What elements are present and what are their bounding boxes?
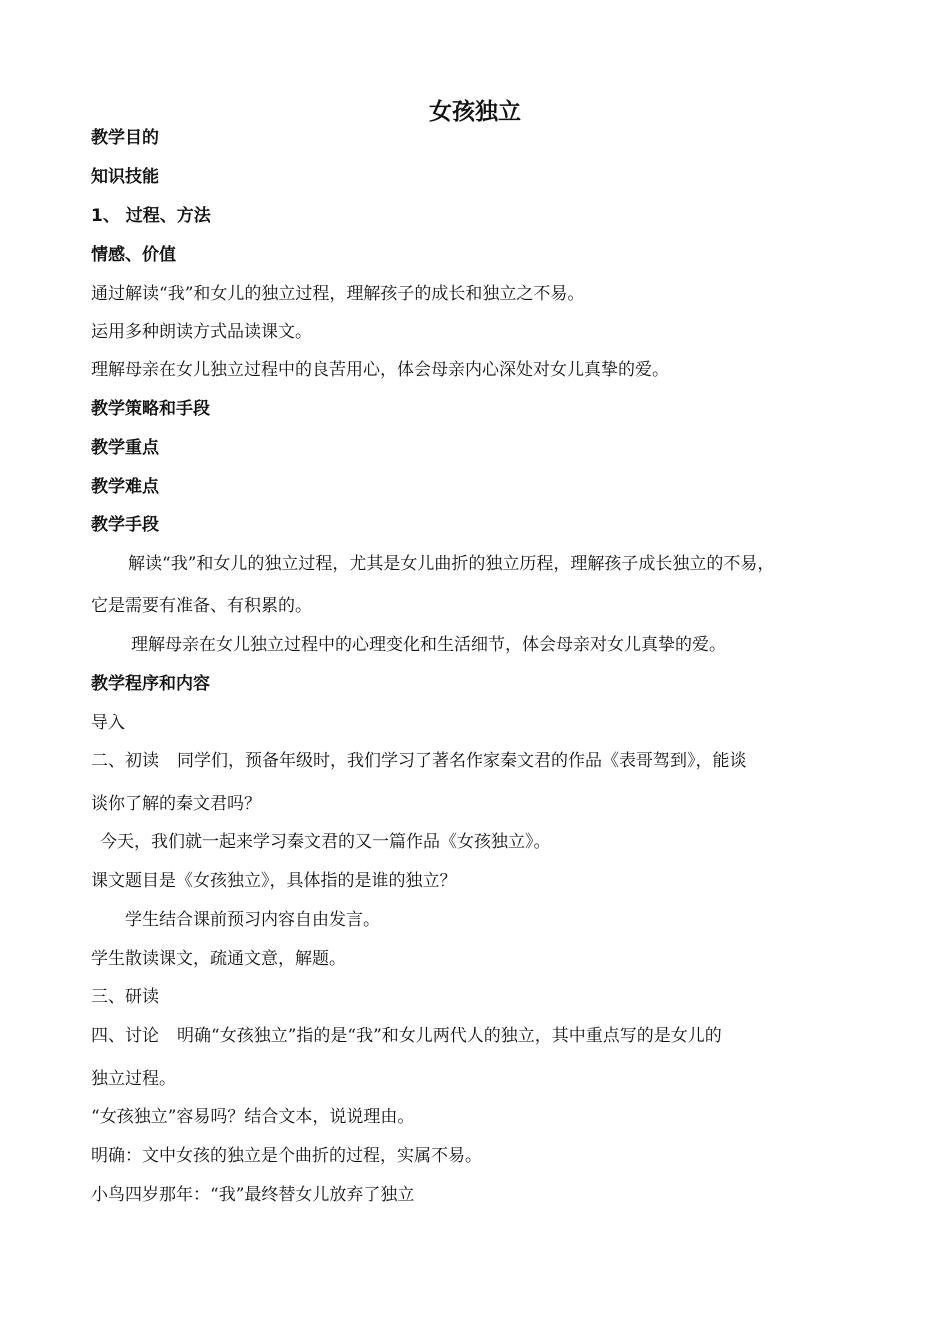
section-text: 明确“女孩独立”指的是“我”和女儿两代人的独立，其中重点写的是女儿的: [177, 1026, 722, 1046]
section-text: 同学们，预备年级时，我们学习了著名作家秦文君的作品《表哥驾到》，能谈: [177, 751, 747, 771]
heading-difficulties: 教学难点: [91, 477, 159, 497]
paragraph-line: [91, 749, 870, 773]
heading-teaching-goal: 教学目的: [91, 128, 159, 148]
document-title: 女孩独立: [429, 99, 521, 125]
paragraph-line: 学生散读课文，疏通文意，解题。: [91, 949, 346, 969]
heading-key-points: 教学重点: [91, 438, 159, 458]
paragraph-line: 它是需要有准备、有积累的。: [91, 596, 312, 616]
paragraph-line: 独立过程。: [91, 1069, 176, 1089]
paragraph-line: 小鸟四岁那年：“我”最终替女儿放弃了独立: [91, 1185, 415, 1205]
paragraph-line: 课文题目是《女孩独立》，具体指的是谁的独立？: [91, 871, 457, 891]
heading-process-method: 1、 过程、方法: [91, 206, 211, 226]
paragraph-line: 运用多种朗读方式品读课文。: [91, 322, 312, 342]
paragraph-line: [91, 1024, 870, 1048]
paragraph-line: 理解母亲在女儿独立过程中的心理变化和生活细节，体会母亲对女儿真挚的爱。: [131, 635, 726, 655]
paragraph-line: 明确：文中女孩的独立是个曲折的过程，实属不易。: [91, 1146, 482, 1166]
heading-procedure: 教学程序和内容: [91, 674, 210, 694]
paragraph-line: 今天，我们就一起来学习秦文君的又一篇作品《女孩独立》。: [100, 832, 551, 852]
heading-means: 教学手段: [91, 515, 159, 535]
paragraph-line: 谈你了解的秦文君吗？: [91, 794, 261, 814]
paragraph-line: 三、研读: [91, 987, 159, 1007]
heading-knowledge-skills: 知识技能: [91, 167, 159, 187]
paragraph-line: 导入: [91, 713, 125, 733]
paragraph-line: “女孩独立”容易吗？结合文本，说说理由。: [91, 1107, 415, 1127]
paragraph-line: 解读“我”和女儿的独立过程，尤其是女儿曲折的独立历程，理解孩子成长独立的不易，: [128, 554, 775, 574]
section-label: 二、初读: [91, 751, 159, 771]
paragraph-line: 学生结合课前预习内容自由发言。: [125, 910, 380, 930]
section-label: 四、讨论: [91, 1026, 159, 1046]
heading-emotion-value: 情感、价值: [91, 245, 176, 265]
paragraph-line: 通过解读“我”和女儿的独立过程，理解孩子的成长和独立之不易。: [91, 284, 585, 304]
paragraph-line: 理解母亲在女儿独立过程中的良苦用心，体会母亲内心深处对女儿真挚的爱。: [91, 360, 669, 380]
heading-strategy: 教学策略和手段: [91, 399, 210, 419]
